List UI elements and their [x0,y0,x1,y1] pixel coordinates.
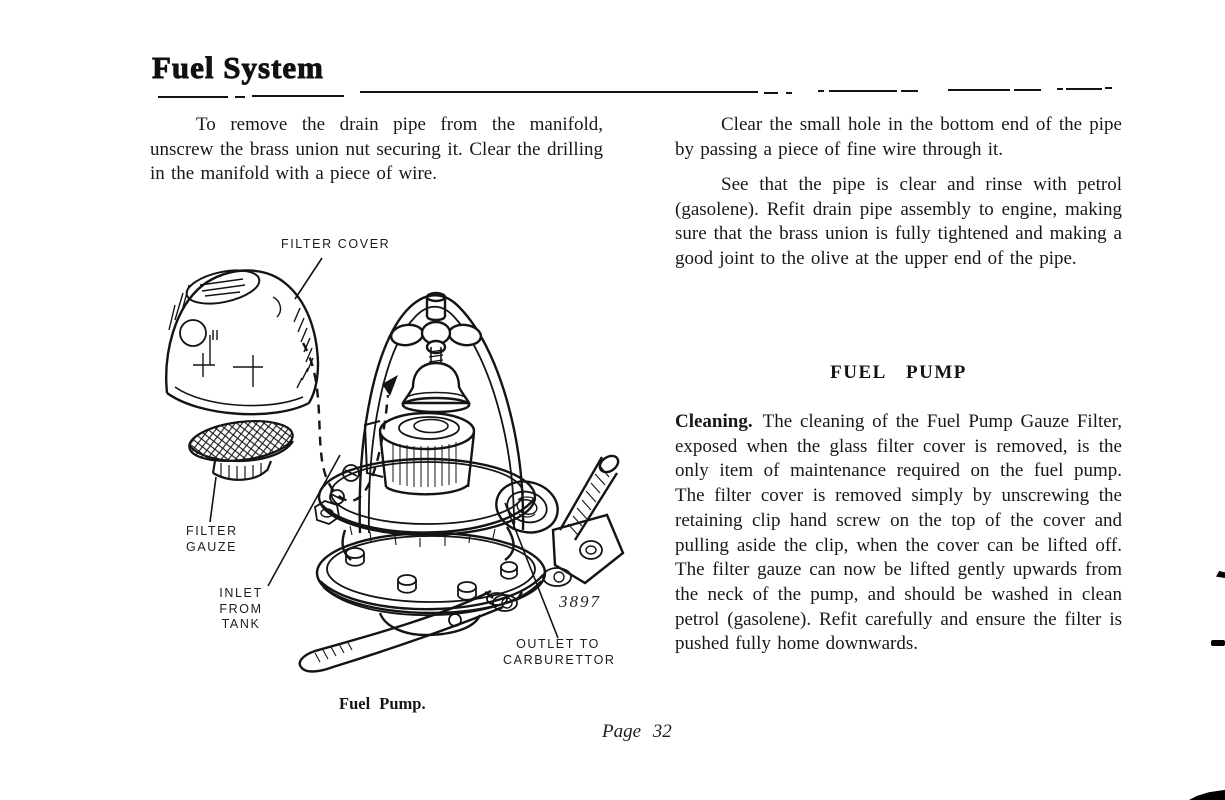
inlet-label [197,586,285,633]
cleaning-lead: Cleaning. [675,411,753,432]
scan-artifact-tick [1216,571,1225,578]
cleaning-paragraph [675,410,1122,657]
figure-caption: Fuel Pump. [339,694,426,713]
filter-cover-drawing [166,265,318,415]
filter-gauze-drawing [187,416,295,480]
hand-screw [390,293,482,412]
filter-cover-label: FILTER COVER [281,237,391,251]
lower-flange [317,533,545,615]
inlet-label-line2: TANK [221,617,261,631]
page-title: Fuel System [152,50,325,85]
right-paragraph-2: See that the pipe is clear and rinse with petrol (gasolene). Refit drain pipe assembly to engine, making sure that the brass union is fully tightened and making a good joint to the olive at the upper end of the pipe. [675,174,1122,270]
inlet-label-line1: INLET FROM [219,586,263,616]
outlet-label-line2: CARBURETTOR [503,652,616,667]
outlet-label [503,637,616,668]
figure-number: 3897 [559,592,601,611]
scan-artifact-corner [1189,789,1225,800]
page-number: Page 32 [602,721,672,742]
fuel-pump-heading: FUEL PUMP [830,362,967,383]
right-paragraph-1: Clear the small hole in the bottom end of the pipe by passing a piece of fine wire through it. [675,114,1122,160]
pump-body-drawing [300,293,623,672]
pump-neck [365,413,474,494]
scan-artifact-dash [1211,640,1225,646]
filter-gauze-leader [210,477,216,522]
inlet-leader [268,455,340,586]
filter-gauze-label [186,524,238,555]
filter-gauze-label-line1: FILTER [186,524,238,538]
filter-gauze-label-line2: GAUZE [186,539,238,554]
filter-cover-leader [295,258,322,299]
cleaning-body: The cleaning of the Fuel Pump Gauze Filter, exposed when the glass filter cover is removed, is the only item of maintenance required on the fuel pump. The filter cover is removed simply by unscrewing the retaining clip hand screw on the top of the cover and pulling aside the clip, when the cover can be lifted off. The filter gauze can now be lifted gently upwards from the neck of the pump, and should be washed in clean petrol (gasolene). Refit carefully and ensure the filter is pushed fully home downwards. [675,411,1122,655]
outlet-label-line1: OUTLET TO [516,637,600,651]
left-paragraph-1: To remove the drain pipe from the manifold, unscrew the brass union nut securing it. Clear the drilling in the manifold with a piece of wire. [150,114,603,185]
